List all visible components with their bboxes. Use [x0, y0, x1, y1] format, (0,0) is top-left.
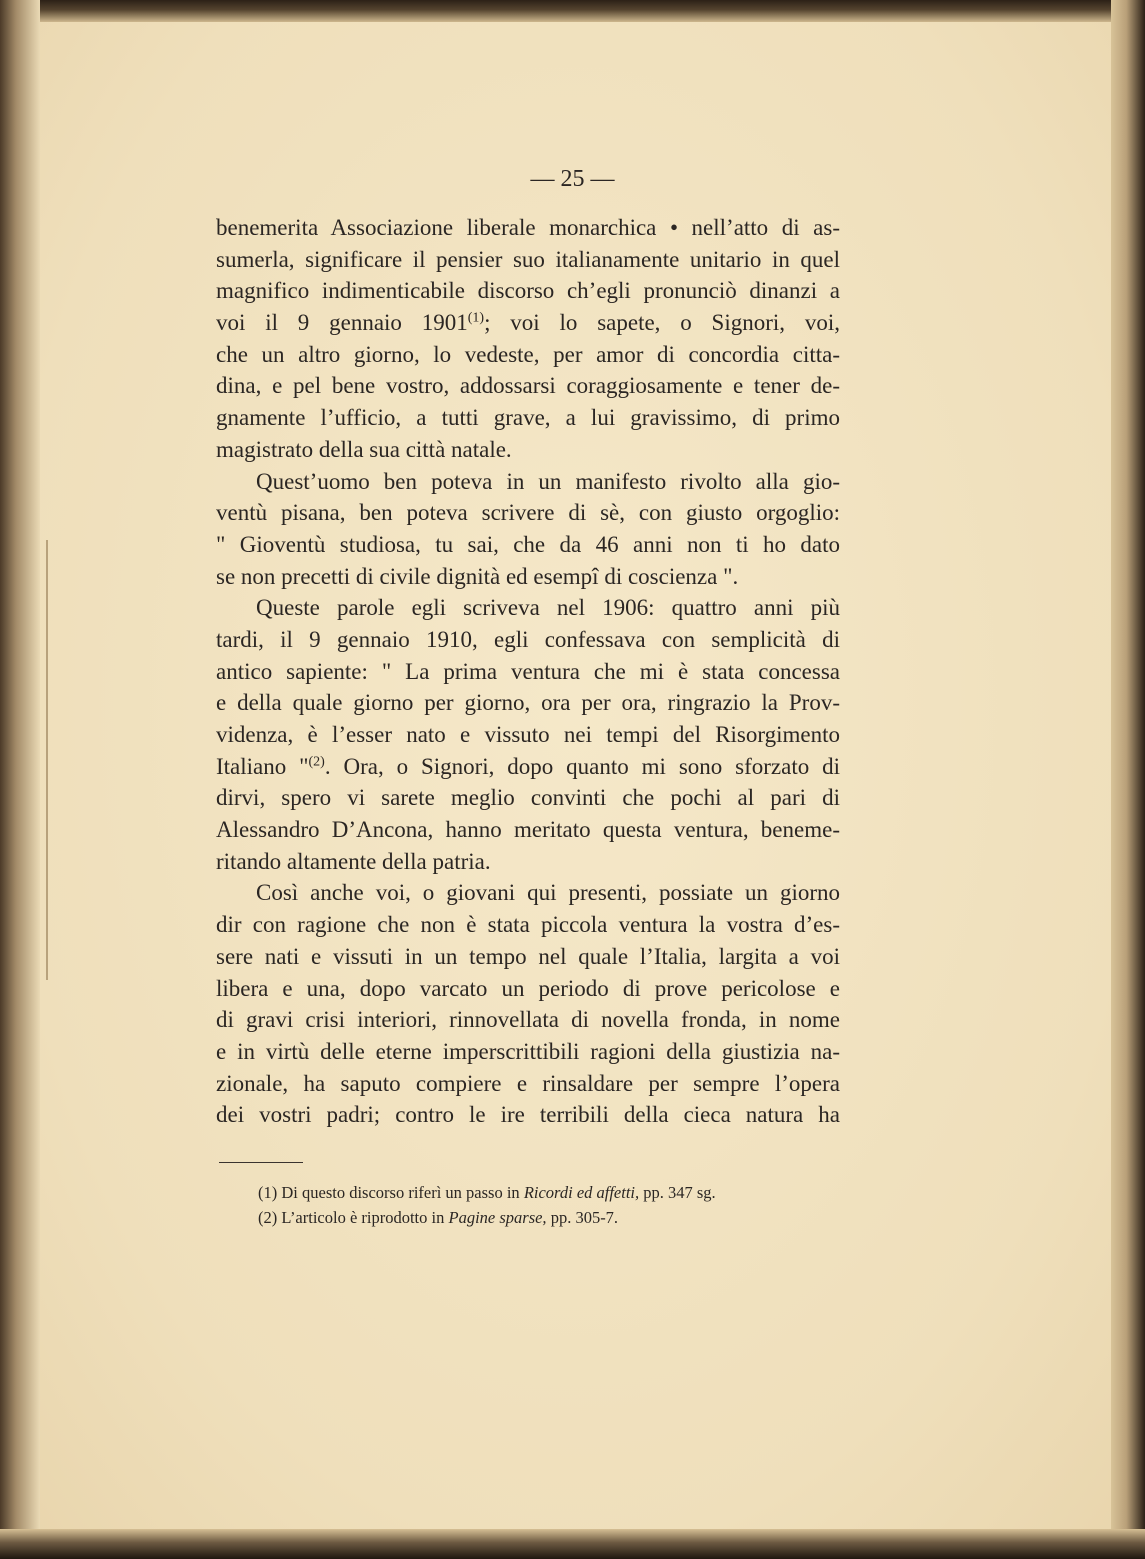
footnotes — [258, 1180, 818, 1230]
footnote-item — [258, 1205, 818, 1230]
text-line-main: Così anche voi, o giovani qui presenti, possiate un giorno — [256, 880, 840, 906]
page-right-edge — [1111, 0, 1145, 1559]
text-line-rest: . Ora, o Signori, dopo quanto mi sono sforzato di — [324, 753, 840, 779]
text-line — [216, 307, 840, 339]
text-line-main: Queste parole egli scriveva nel 1906: quattro anni più — [256, 595, 840, 621]
text-line-main: magistrato della sua città natale. — [216, 436, 512, 462]
text-line — [216, 846, 840, 878]
text-line — [216, 814, 840, 846]
text-line — [216, 624, 840, 656]
footnote-item — [258, 1180, 818, 1205]
text-line — [216, 1036, 840, 1068]
page-number: — 25 — — [530, 166, 615, 192]
text-line — [216, 941, 840, 973]
footnote-text: Di questo discorso riferì un passo in — [281, 1183, 520, 1202]
text-line-main: libera e una, dopo varcato un periodo di prove pericolose e — [216, 975, 840, 1001]
text-line-main: videnza, è l’esser nato e vissuto nei tempi del Risorgimento — [216, 722, 840, 747]
footnote-ref: (2) — [308, 754, 325, 770]
text-line-main: tardi, il 9 gennaio 1910, egli confessava con semplicità di — [216, 626, 840, 652]
text-line-main: magnifico indimenticabile discorso ch’egli pronunciò dinanzi a — [216, 278, 840, 304]
text-line — [216, 656, 840, 688]
text-line — [216, 909, 840, 941]
footnote-title: Pagine sparse, — [448, 1208, 547, 1227]
text-line-main: gnamente l’ufficio, a tutti grave, a lui gravissimo, di primo — [216, 405, 840, 431]
text-line — [216, 244, 840, 276]
text-line-main: dirvi, spero vi sarete meglio convinti che pochi al pari di — [216, 785, 840, 811]
text-line — [216, 1068, 840, 1100]
text-line — [216, 592, 840, 624]
binding-gutter — [0, 0, 40, 1559]
footnote-title: Ricordi ed affetti, — [523, 1183, 640, 1202]
text-line — [216, 529, 840, 561]
text-line-main: " Gioventù studiosa, tu sai, che da 46 anni non ti ho dato — [216, 531, 840, 557]
text-line-main: e in virtù delle eterne imperscrittibili ragioni della giustizia na- — [216, 1038, 840, 1064]
text-line — [216, 466, 840, 498]
text-line — [216, 402, 840, 434]
footnote-marker: (1) — [258, 1183, 278, 1202]
text-line — [216, 434, 840, 466]
text-line — [216, 561, 840, 593]
text-line — [216, 370, 840, 402]
text-line-main: di gravi crisi interiori, rinnovellata di novella fronda, in nome — [216, 1007, 840, 1033]
text-line-main: ventù pisana, ben poteva scrivere di sè, con giusto orgoglio: — [216, 500, 840, 526]
body-text — [216, 212, 840, 1131]
text-line — [216, 497, 840, 529]
text-line — [216, 212, 840, 244]
text-line-main: Italiano " — [216, 753, 309, 779]
footnote-marker: (2) — [258, 1208, 278, 1227]
text-line — [216, 751, 840, 783]
text-line — [216, 973, 840, 1005]
footnote-separator — [219, 1162, 303, 1163]
text-line-main: che un altro giorno, lo vedeste, per amor di concordia citta- — [216, 341, 840, 367]
text-line — [216, 782, 840, 814]
footnote-pages: pp. 347 sg. — [643, 1183, 716, 1202]
page-bottom-edge — [0, 1529, 1145, 1559]
text-line-main: Quest’uomo ben poteva in un manifesto rivolto alla gio- — [256, 468, 840, 494]
footnote-text: L’articolo è riprodotto in — [281, 1208, 445, 1227]
footnote-pages: pp. 305-7. — [550, 1208, 619, 1227]
text-line-main: e della quale giorno per giorno, ora per ora, ringrazio la Prov- — [216, 690, 840, 716]
page-top-edge — [0, 0, 1145, 22]
text-line-main: voi il 9 gennaio 1901 — [216, 310, 468, 336]
text-line-main: antico sapiente: " La prima ventura che mi è stata concessa — [216, 658, 840, 684]
text-line — [216, 339, 840, 371]
text-line-rest: ; voi lo sapete, o Signori, voi, — [484, 310, 840, 336]
text-line-main: dei vostri padri; contro le ire terribili della cieca natura ha — [216, 1102, 840, 1128]
text-line-main: Alessandro D’Ancona, hanno meritato questa ventura, beneme- — [216, 817, 840, 843]
text-line — [216, 1099, 840, 1131]
text-line-main: sere nati e vissuti in un tempo nel quale l’Italia, largita a voi — [216, 943, 840, 969]
text-line — [216, 877, 840, 909]
text-line — [216, 275, 840, 307]
text-line — [216, 687, 840, 719]
text-line-main: zionale, ha saputo compiere e rinsaldare per sempre l’opera — [216, 1070, 840, 1096]
text-line-main: sumerla, significare il pensier suo italianamente unitario in quel — [216, 246, 840, 272]
text-line — [216, 1004, 840, 1036]
gutter-line — [46, 540, 48, 980]
footnote-ref: (1) — [467, 310, 485, 326]
text-line-main: ritando altamente della patria. — [216, 848, 491, 874]
text-line — [216, 719, 840, 751]
text-line-main: dina, e pel bene vostro, addossarsi coraggiosamente e tener de- — [216, 373, 840, 399]
text-line-main: se non precetti di civile dignità ed esempî di coscienza ". — [216, 563, 739, 589]
text-line-main: benemerita Associazione liberale monarchica • nell’atto di as- — [216, 215, 840, 240]
text-line-main: dir con ragione che non è stata piccola ventura la vostra d’es- — [216, 912, 840, 938]
